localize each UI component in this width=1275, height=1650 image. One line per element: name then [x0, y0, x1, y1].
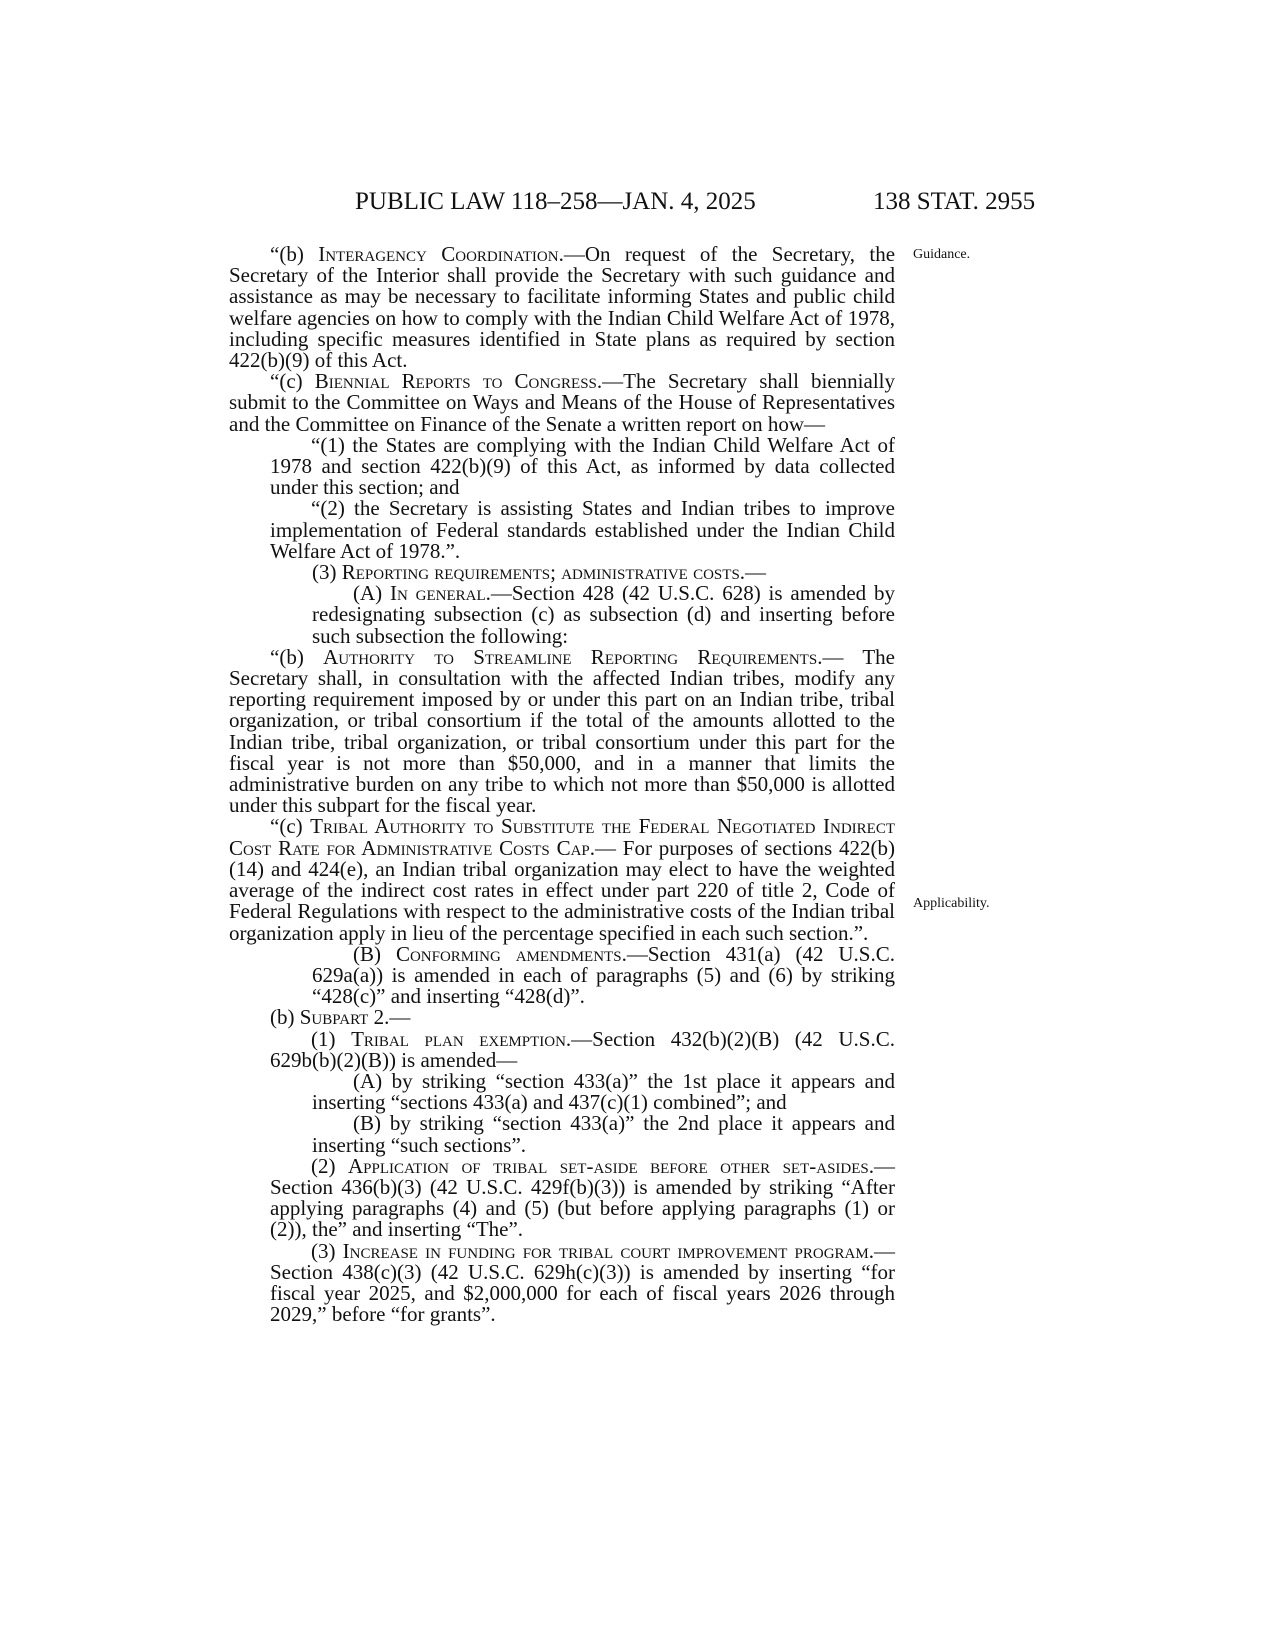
paragraph: “(b) Interagency Coordination.—On request of the Secretary, the Secretary of the Interior shall provide the Secretary with such guidance and assistance as may be necessary to facilitate informing States and public child welfare agencies on how to comply with the Indian Child Welfare Act of 1978, including specific measures identified in State plans as required by section 422(b)(9) of this Act. [229, 242, 896, 373]
paragraph: (3) Increase in funding for tribal court improvement program.—Section 438(c)(3) (42 U.S.C. 629h(c)(3)) is amended by inserting “for fiscal year 2025, and $2,000,000 for each of fiscal years 2026 through 2029,” before “for grants”. [270, 1238, 895, 1327]
paragraph: “(c) Tribal Authority to Substitute the Federal Negotiated Indirect Cost Rate for Administrative Costs Cap.— For purposes of sections 422(b)(14) and 424(e), an Indian tribal organization may elect to have the weighted average of the indirect cost rates in effect under part 220 of title 2, Code of Federal Regulations with respect to the administrative costs of the Indian tribal organization apply in lieu of the percentage specified in each such section.”. [229, 814, 895, 945]
paragraph: “(2) the Secretary is assisting States and Indian tribes to improve implementation of Federal standards established under the Indian Child Welfare Act of 1978.”. [270, 496, 895, 563]
paragraph: (b) Subpart 2.— [270, 1005, 411, 1030]
paragraph: (3) Reporting requirements; administrative costs.— [312, 560, 767, 585]
margin-note-guidance: Guidance. [913, 247, 971, 262]
paragraph: (B) Conforming amendments.—Section 431(a) (42 U.S.C. 629a(a)) is amended in each of paragraphs (5) and (6) by striking “428(c)” and inserting “428(d)”. [312, 941, 895, 1009]
margin-note-applicability: Applicability. [913, 896, 990, 911]
paragraph: “(1) the States are complying with the Indian Child Welfare Act of 1978 and section 422(b)(9) of this Act, as informed by data collected under this section; and [270, 432, 895, 500]
statute-page-number: 138 STAT. 2955 [873, 188, 1036, 215]
paragraph: “(c) Biennial Reports to Congress.—The Secretary shall biennially submit to the Committee on Ways and Means of the House of Representatives and the Committee on Finance of the Senate a written report on how— [229, 369, 896, 436]
page-title: PUBLIC LAW 118–258—JAN. 4, 2025 [355, 188, 756, 215]
paragraph: (A) by striking “section 433(a)” the 1st place it appears and inserting “sections 433(a) and 437(c)(1) combined”; and [312, 1068, 895, 1115]
paragraph: (B) by striking “section 433(a)” the 2nd place it appears and inserting “such sections”. [312, 1111, 895, 1157]
paragraph: (A) In general.—Section 428 (42 U.S.C. 628) is amended by redesignating subsection (c) as subsection (d) and inserting before such subsection the following: [312, 581, 895, 648]
paragraph: (1) Tribal plan exemption.—Section 432(b)(2)(B) (42 U.S.C. 629b(b)(2)(B)) is amended— [270, 1026, 895, 1072]
paragraph: (2) Application of tribal set-aside before other set-asides.—Section 436(b)(3) (42 U.S.C. 429f(b)(3)) is amended by striking “After applying paragraphs (4) and (5) (but before applying paragraphs (1) or (2)), the” and inserting “The”. [270, 1153, 895, 1242]
paragraph: “(b) Authority to Streamline Reporting Requirements.— The Secretary shall, in consultation with the affected Indian tribes, modify any reporting requirement imposed by or under this part on an Indian tribe, tribal organization, or tribal consortium if the total of the amounts allotted to the Indian tribe, tribal organization, or tribal consortium under this part for the fiscal year is not more than $50,000, and in a manner that limits the administrative burden on any tribe to which not more than $50,000 is allotted under this subpart for the fiscal year. [229, 644, 896, 818]
running-header [0, 188, 1275, 218]
document-body [229, 244, 895, 1325]
